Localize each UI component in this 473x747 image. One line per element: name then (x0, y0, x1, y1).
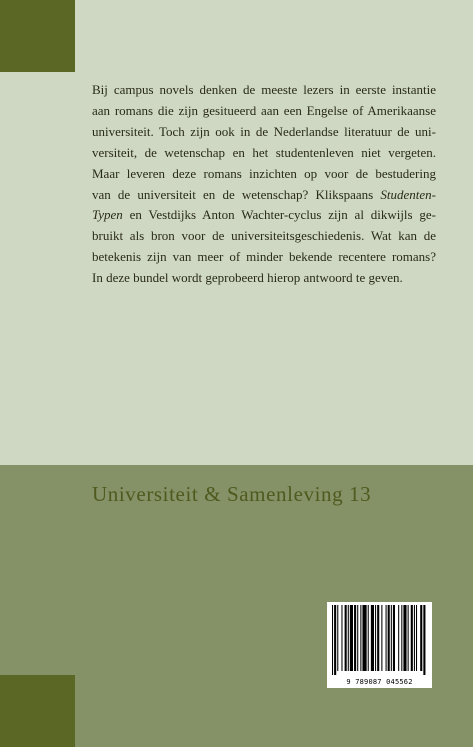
series-title: Universiteit & Samenleving 13 (92, 482, 372, 506)
corner-block-bottom (0, 675, 75, 747)
barcode-bar (341, 605, 342, 671)
barcode-bar (386, 605, 387, 671)
blurb-line: bruikt als bron voor de universiteitsgeschiedenis. Wat kan de (92, 228, 436, 244)
corner-block-top (0, 0, 75, 72)
blurb-line: Bij campus novels denken de meeste lezers in eerste instantie (92, 82, 436, 97)
barcode-bar (420, 605, 422, 671)
barcode-bar (354, 605, 356, 671)
barcode-bar (408, 605, 409, 671)
blurb-line: betekenis zijn van meer of minder bekende recentere romans? (92, 249, 436, 265)
barcode-bar (403, 605, 406, 671)
blurb-line: universiteit. Toch zijn ook in de Nederlandse literatuur de uni- (92, 123, 436, 139)
barcode-bar (371, 605, 374, 671)
barcode-bar (393, 605, 395, 671)
isbn-barcode (327, 602, 432, 688)
barcode-bar (332, 605, 333, 675)
blurb-line: versiteit, de wetenschap en het studentenleven niet vergeten. (92, 144, 436, 160)
barcode-bar (377, 605, 379, 671)
blurb-italic-title: Typen (92, 207, 123, 223)
barcode-bar (401, 605, 402, 671)
barcode-bar (348, 605, 349, 671)
barcode-bar (345, 605, 347, 671)
blurb-text: van de universiteit en de wetenschap? Klikspaans (92, 186, 374, 202)
barcode-bars (331, 605, 428, 675)
blurb-line: In deze bundel wordt geprobeerd hierop antwoord te geven. (92, 270, 403, 286)
blurb-line-with-italic (92, 185, 436, 206)
blurb-line: aan romans die zijn gesitueerd aan een Engelse of Amerikaanse (92, 102, 436, 118)
barcode-bar (375, 605, 376, 671)
barcode-bar (391, 605, 392, 671)
barcode-bar (350, 605, 353, 671)
barcode-bar (388, 605, 390, 671)
barcode-bar (357, 605, 358, 671)
blurb-italic-title: Studenten- (380, 186, 437, 202)
barcode-bar (337, 605, 338, 671)
barcode-bar (416, 605, 417, 671)
barcode-bar (334, 605, 336, 675)
barcode-bar (362, 605, 366, 671)
barcode-bar (411, 605, 413, 671)
barcode-bar (381, 605, 382, 671)
barcode-bar (368, 605, 369, 671)
barcode-bar (360, 605, 361, 671)
isbn-digits: 9 789087 045562 (346, 678, 413, 686)
barcode-bar (423, 605, 425, 675)
blurb-text: en Vestdijks Anton Wachter-cyclus zijn al dikwijls ge- (122, 207, 436, 223)
back-cover-blurb (92, 80, 436, 289)
barcode-bar (398, 605, 399, 671)
barcode-bar (414, 605, 415, 671)
blurb-line: Maar leveren deze romans inzichten op voor de bestudering (92, 165, 436, 181)
blurb-line-with-italic (92, 205, 436, 226)
